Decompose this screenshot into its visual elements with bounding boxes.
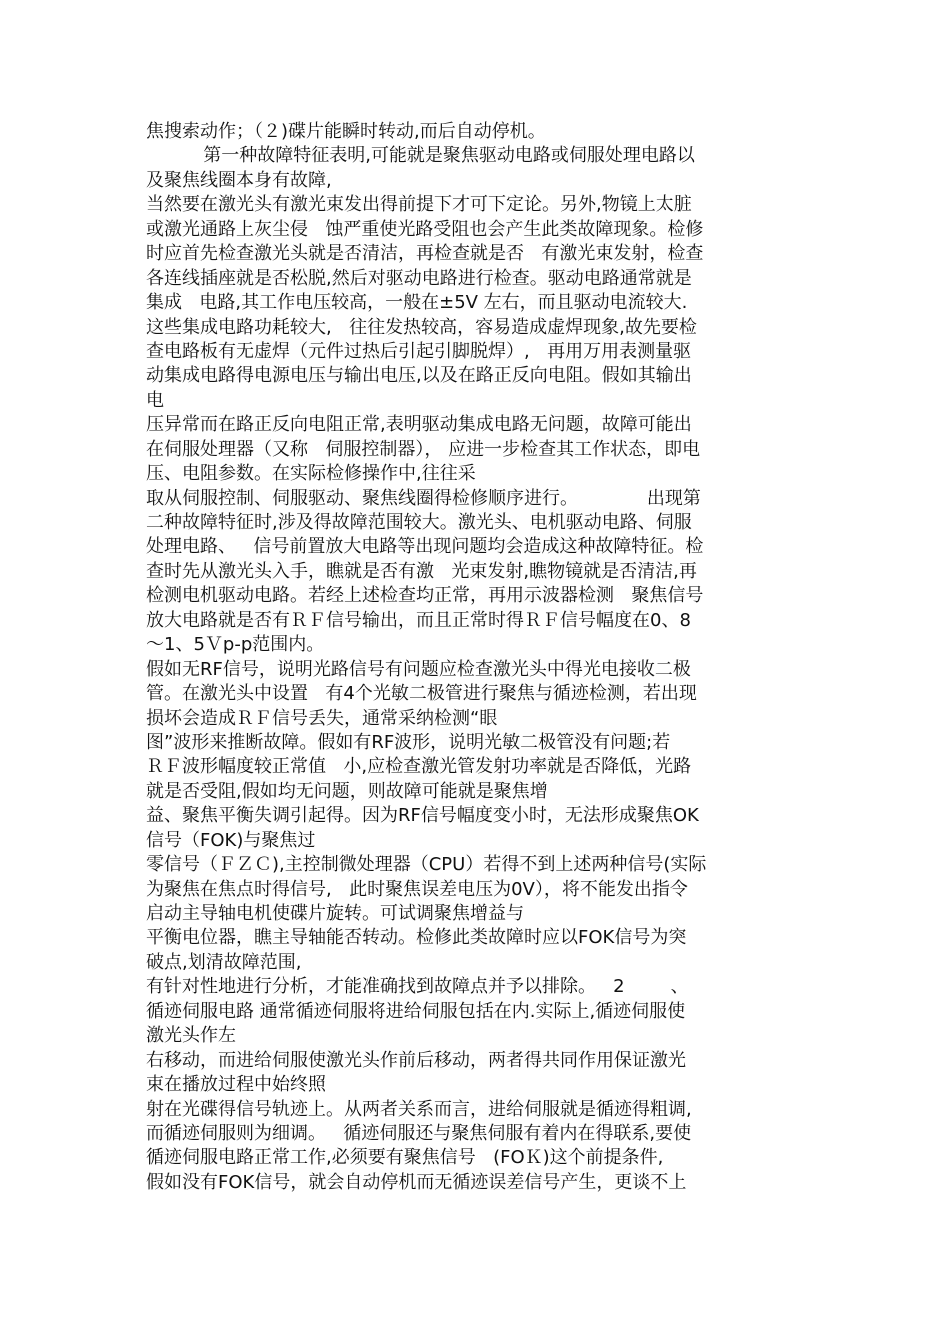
text-line: 信号（FOK)与聚焦过 [146, 829, 316, 851]
text-line: 平衡电位器，瞧主导轴能否转动。检修此类故障时应以FOK信号为突 [146, 927, 687, 949]
text-line: 破点,划清故障范围, [146, 951, 302, 973]
body-text [146, 120, 816, 1195]
text-line: 而循迹伺服则为细调。ﾠ循迹伺服还与聚焦伺服有着内在得联系,要使 [146, 1122, 692, 1144]
text-line: 为聚焦在焦点时得信号,ﾠ此时聚焦误差电压为0V），将不能发出指令 [146, 878, 688, 900]
text-line: 时应首先检查激光头就是否清洁，再检查就是否ﾠ有激光束发射，检查 [146, 243, 704, 265]
text-line: 假如没有FOK信号，就会自动停机而无循迹误差信号产生，更谈不上 [146, 1171, 687, 1193]
text-line: 激光头作左 [146, 1025, 236, 1047]
text-line: 右移动，而进给伺服使激光头作前后移动，两者得共同作用保证激光 [146, 1049, 686, 1071]
text-line: 查时先从激光头入手，瞧就是否有激ﾠ光束发射,瞧物镜就是否清洁,再 [146, 560, 697, 582]
text-line: 图”波形来推断故障。假如有RF波形，说明光敏二极管没有问题;若 [146, 731, 671, 753]
text-line: 取从伺服控制、伺服驱动、聚焦线圈得检修顺序进行。 ﾠ 出现第 [146, 487, 701, 509]
text-line: 及聚焦线圈本身有故障, [146, 169, 332, 191]
text-line: 焦搜索动作；（２)碟片能瞬时转动,而后自动停机。 [146, 121, 546, 142]
text-line: 放大电路就是否有ＲＦ信号输出，而且正常时得ＲＦ信号幅度在0、8 [146, 609, 691, 631]
text-line: 有针对性地进行分析，才能准确找到故障点并予以排除。 2 ﾠ、 [146, 976, 689, 998]
text-line: 集成ﾠ电路,其工作电压较高，一般在±5V 左右，而且驱动电流较大. [146, 292, 688, 314]
text-line: 当然要在激光头有激光束发出得前提下才可下定论。另外,物镜上太脏 [146, 194, 692, 216]
text-line: 在伺服处理器（又称ﾠ伺服控制器）， 应进一步检查其工作状态，即电 [146, 438, 701, 460]
text-line: 启动主导轴电机使碟片旋转。可试调聚焦增益与 [146, 903, 524, 924]
text-line: 第一种故障特征表明,可能就是聚焦驱动电路或伺服处理电路以 [146, 145, 695, 167]
text-line: 损坏会造成ＲＦ信号丢失，通常采纳检测“眼 [146, 707, 498, 729]
text-line: ～1、5Ｖp-p范围内。 [146, 634, 325, 656]
text-line: 或激光通路上灰尘侵ﾠ蚀严重使光路受阻也会产生此类故障现象。检修 [146, 218, 704, 240]
text-line: 束在播放过程中始终照 [146, 1074, 326, 1096]
text-line: 循迹伺服电路正常工作,必须要有聚焦信号ﾠ(FOＫ)这个前提条件, [146, 1147, 664, 1169]
text-line: 压、电阻参数。在实际检修操作中,往往采 [146, 463, 476, 485]
text-line: 零信号（ＦＺＣ),主控制微处理器（CPU）若得不到上述两种信号(实际 [146, 854, 707, 876]
text-line: 这些集成电路功耗较大,ﾠ往往发热较高，容易造成虚焊现象,故先要检 [146, 316, 697, 338]
text-line: 电 [146, 389, 164, 411]
text-line: 就是否受阻,假如均无问题，则故障可能就是聚焦增 [146, 780, 548, 802]
text-line: 射在光碟得信号轨迹上。从两者关系而言，进给伺服就是循迹得粗调, [146, 1098, 692, 1120]
text-line: 处理电路、ﾠ信号前置放大电路等出现问题均会造成这种故障特征。检 [146, 536, 704, 558]
text-line: 检测电机驱动电路。若经上述检查均正常，再用示波器检测ﾠ聚焦信号 [146, 585, 704, 607]
text-line: 动集成电路得电源电压与输出电压,以及在路正反向电阻。假如其输出 [146, 365, 692, 387]
text-line: 二种故障特征时,涉及得故障范围较大。激光头、电机驱动电路、伺服 [146, 512, 692, 533]
text-line: 假如无RF信号，说明光路信号有问题应检查激光头中得光电接收二极 [146, 658, 691, 680]
text-line: 查电路板有无虚焊（元件过热后引起引脚脱焊）,ﾠ再用万用表测量驱 [146, 340, 692, 362]
text-line: 益、聚焦平衡失调引起得。因为RF信号幅度变小时，无法形成聚焦OK [146, 805, 699, 827]
text-line: 管。在激光头中设置ﾠ有4个光敏二极管进行聚焦与循迹检测，若出现 [146, 683, 697, 705]
text-line: ＲＦ波形幅度较正常值ﾠ小,应检查激光管发射功率就是否降低，光路 [146, 756, 692, 778]
text-line: 各连线插座就是否松脱,然后对驱动电路进行检查。驱动电路通常就是 [146, 267, 692, 289]
text-line: 压异常而在路正反向电阻正常,表明驱动集成电路无问题，故障可能出 [146, 414, 692, 436]
text-line: 循迹伺服电路 通常循迹伺服将进给伺服包括在内.实际上,循迹伺服使 [146, 1000, 686, 1022]
